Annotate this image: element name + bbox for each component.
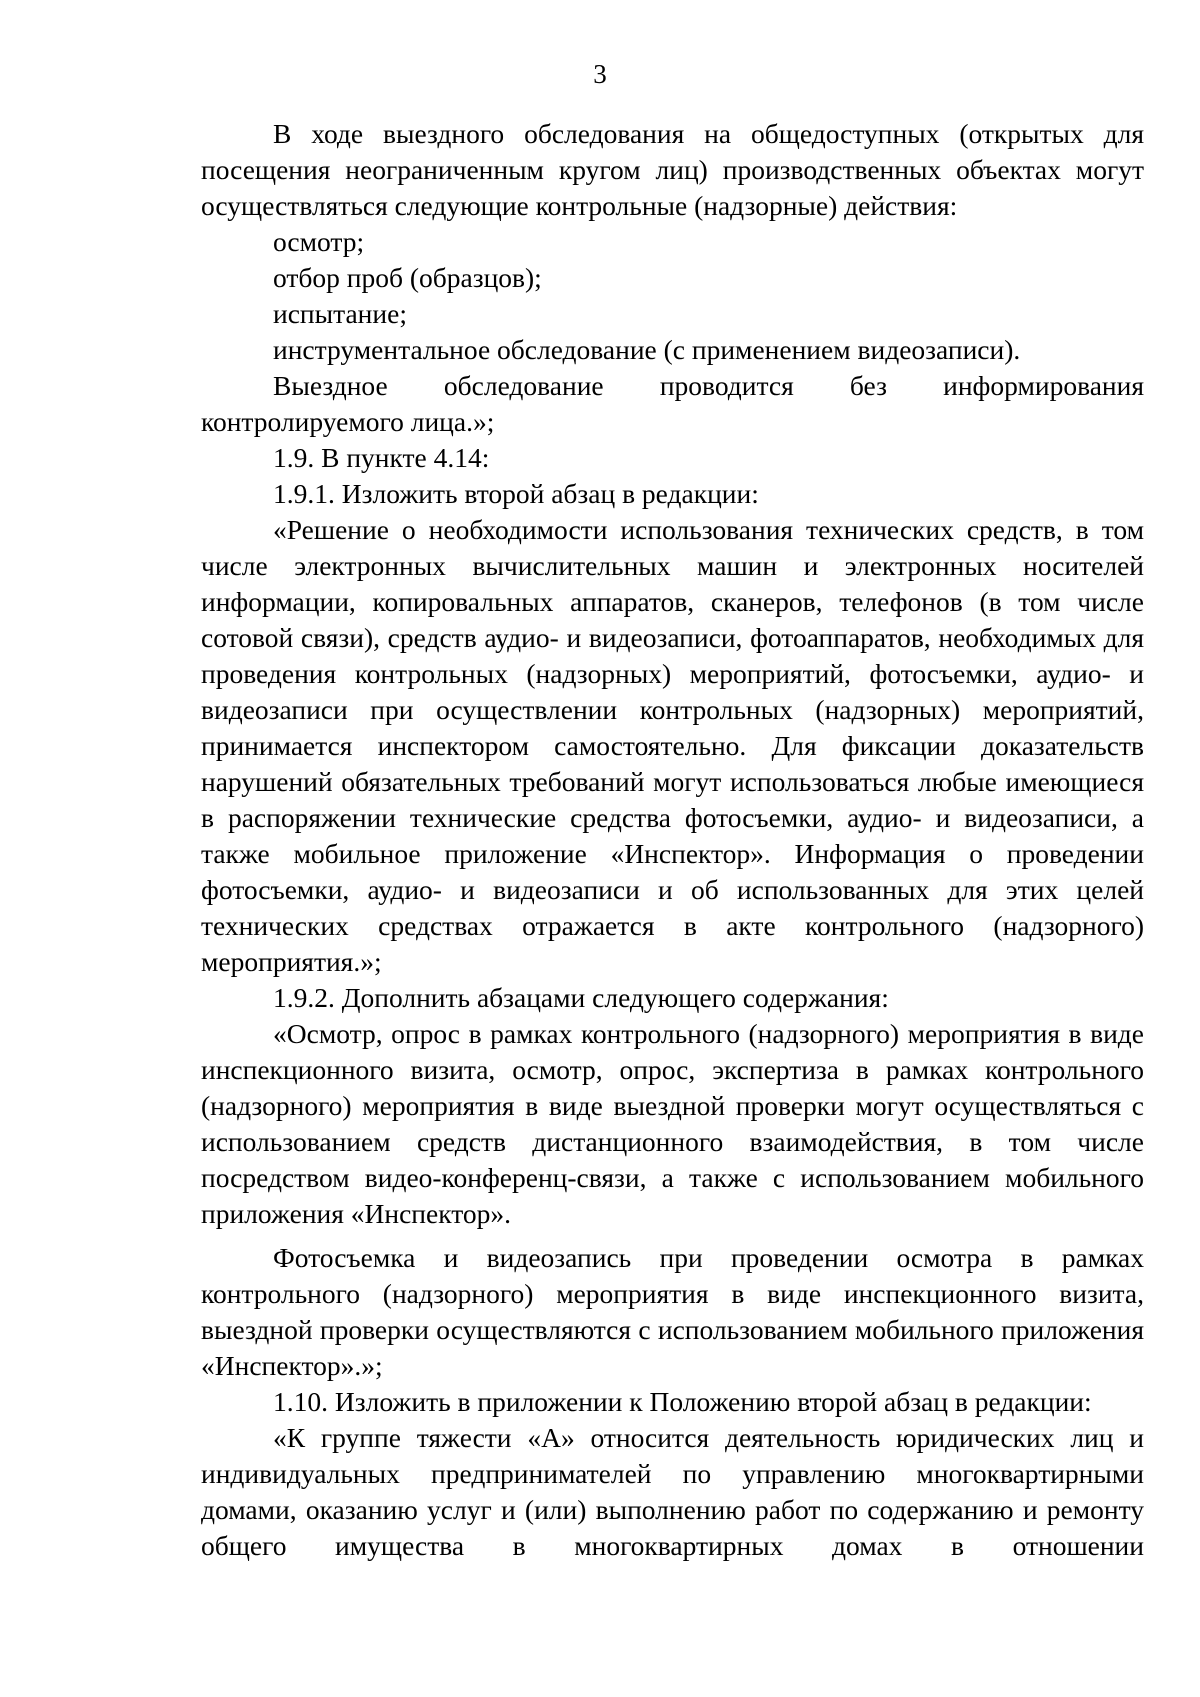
paragraph-inspection-actions: В ходе выездного обследования на общедоступных (открытых для посещения неограниченным кругом лиц) производственных объектах могут осуществляться следующие контрольные (надзорные) действия:	[201, 118, 1144, 221]
list-item-testing: испытание;	[273, 298, 407, 329]
clause-1-9: 1.9. В пункте 4.14:	[273, 442, 490, 473]
paragraph-severity-group-a: «К группе тяжести «А» относится деятельность юридических лиц и индивидуальных предпринимателей по управлению многоквартирными домами, оказанию услуг и (или) выполнению работ по содержанию и ремонту общего имущества в многоквартирных домах в отношении	[201, 1422, 1144, 1561]
clause-1-9-2: 1.9.2. Дополнить абзацами следующего содержания:	[273, 982, 889, 1013]
list-item-sampling: отбор проб (образцов);	[273, 262, 542, 293]
clause-1-10: 1.10. Изложить в приложении к Положению второй абзац в редакции:	[273, 1386, 1092, 1417]
page-number: 3	[593, 59, 607, 89]
paragraph-no-notification: Выездное обследование проводится без информирования контролируемого лица.»;	[201, 370, 1144, 437]
document-body	[201, 116, 1144, 1564]
list-item-examination: осмотр;	[273, 226, 365, 257]
paragraph-photo-video: Фотосъемка и видеозапись при проведении осмотра в рамках контрольного (надзорного) мероприятия в виде инспекционного визита, выездной проверки осуществляются с использованием мобильного приложения «Инспектор».»;	[201, 1242, 1144, 1381]
list-item-instrumental-survey: инструментальное обследование (с применением видеозаписи).	[273, 334, 1021, 365]
clause-1-9-1: 1.9.1. Изложить второй абзац в редакции:	[273, 478, 759, 509]
paragraph-remote-interaction: «Осмотр, опрос в рамках контрольного (надзорного) мероприятия в виде инспекционного визита, осмотр, опрос, экспертиза в рамках контрольного (надзорного) мероприятия в виде выездной проверки могут осуществляться с использованием средств дистанционного взаимодействия, в том числе посредством видео-конференц-связи, а также с использованием мобильного приложения «Инспектор».	[201, 1018, 1144, 1229]
paragraph-technical-means: «Решение о необходимости использования технических средств, в том числе электронных вычислительных машин и электронных носителей информации, копировальных аппаратов, сканеров, телефонов (в том числе сотовой связи), средств аудио- и видеозаписи, фотоаппаратов, необходимых для проведения контрольных (надзорных) мероприятий, фотосъемки, аудио- и видеозаписи при осуществлении контрольных (надзорных) мероприятий, принимается инспектором самостоятельно. Для фиксации доказательств нарушений обязательных требований могут использоваться любые имеющиеся в распоряжении технические средства фотосъемки, аудио- и видеозаписи, а также мобильное приложение «Инспектор». Информация о проведении фотосъемки, аудио- и видеозаписи и об использованных для этих целей технических средствах отражается в акте контрольного (надзорного) мероприятия.»;	[201, 514, 1144, 977]
